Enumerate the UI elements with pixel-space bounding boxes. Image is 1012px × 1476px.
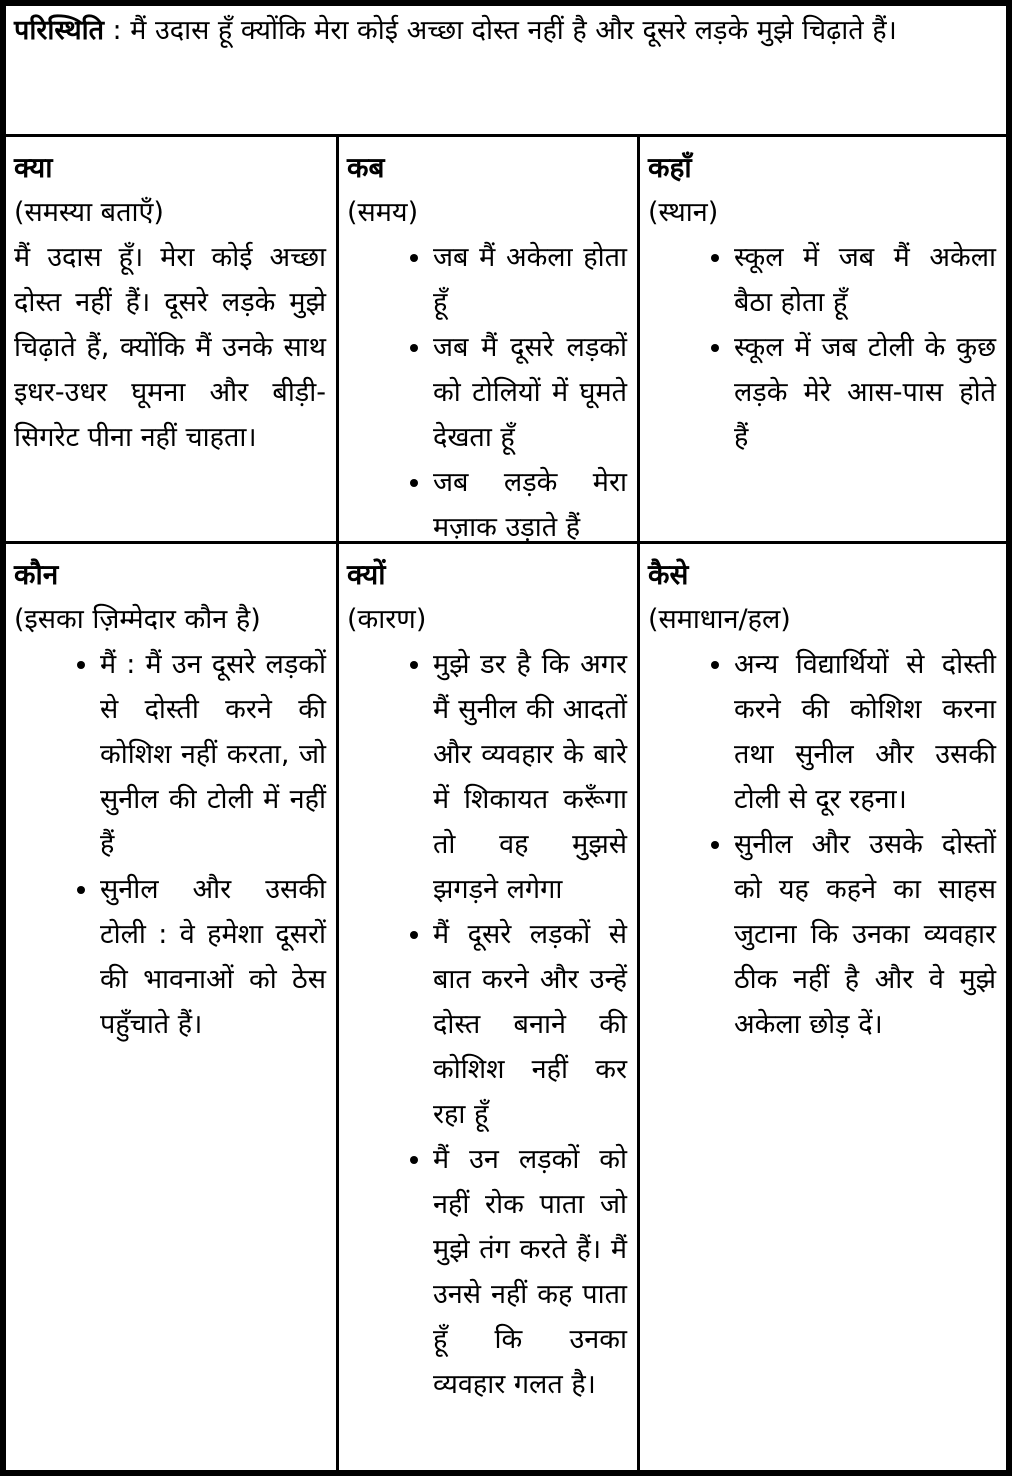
bullet-item: • जब लड़के मेरा मज़ाक उड़ाते हैं	[433, 460, 627, 544]
cell-where-subtitle: (स्थान)	[648, 197, 719, 228]
cell-when-subtitle: (समय)	[347, 197, 419, 228]
cell-how-title: कैसे	[648, 558, 689, 591]
cell-how-subtitle: (समाधान/हल)	[648, 604, 791, 635]
bullet-item: • मैं उन लड़कों को नहीं रोक पाता जो मुझे तंग करते हैं। मैं उनसे नहीं कह पाता हूँ कि उनका व्यवहार गलत है।	[433, 1137, 627, 1407]
cell-what-subtitle: (समस्या बताएँ)	[14, 197, 164, 228]
cell-where-title: कहाँ	[648, 151, 692, 184]
cell-when-title: कब	[347, 151, 385, 184]
bullet-item: • जब मैं दूसरे लड़कों को टोलियों में घूमते देखता हूँ	[433, 325, 627, 460]
bullet-item: • स्कूल में जब मैं अकेला बैठा होता हूँ	[734, 235, 996, 325]
situation-header-cell	[6, 6, 1006, 137]
situation-text: मैं उदास हूँ क्योंकि मेरा कोई अच्छा दोस्त नहीं है और दूसरे लड़के मुझे चिढ़ाते हैं।	[130, 15, 897, 46]
bullet-item: • मुझे डर है कि अगर मैं सुनील की आदतों और व्यवहार के बारे में शिकायत करूँगा तो वह मुझसे झगड़ने लगेगा	[433, 642, 627, 912]
cell-who-subtitle: (इसका ज़िम्मेदार कौन है)	[14, 604, 261, 635]
cell-why-title: क्यों	[347, 558, 386, 591]
cell-how	[640, 544, 1006, 1470]
cell-how-bullet-list	[648, 642, 996, 1047]
bullet-item: • जब मैं अकेला होता हूँ	[433, 235, 627, 325]
bullet-item: • सुनील और उसके दोस्तों को यह कहने का साहस जुटाना कि उनका व्यवहार ठीक नहीं है और वे मुझे अकेला छोड़ दें।	[734, 822, 996, 1047]
cell-where-bullet-list	[648, 235, 996, 460]
situation-paragraph	[14, 8, 996, 53]
cell-why-subtitle: (कारण)	[347, 604, 427, 635]
cell-where	[640, 137, 1006, 544]
cell-who	[6, 544, 339, 1470]
cell-what-title: क्या	[14, 151, 53, 184]
cell-when	[339, 137, 640, 544]
cell-who-title: कौन	[14, 558, 59, 591]
bullet-item: • स्कूल में जब टोली के कुछ लड़के मेरे आस-पास होते हैं	[734, 325, 996, 460]
six-question-grid	[6, 137, 1006, 1470]
bullet-item: • अन्य विद्यार्थियों से दोस्ती करने की कोशिश करना तथा सुनील और उसकी टोली से दूर रहना।	[734, 642, 996, 822]
cell-who-bullet-list	[14, 642, 326, 1047]
cell-why-bullet-list	[347, 642, 627, 1407]
cell-when-bullet-list	[347, 235, 627, 544]
situation-label: परिस्थिति	[14, 15, 104, 46]
situation-separator: :	[103, 15, 131, 46]
bullet-item: • सुनील और उसकी टोली : वे हमेशा दूसरों की भावनाओं को ठेस पहुँचाते हैं।	[100, 867, 326, 1047]
cell-why	[339, 544, 640, 1470]
bullet-item: • मैं : मैं उन दूसरे लड़कों से दोस्ती करने की कोशिश नहीं करता, जो सुनील की टोली में नहीं हैं	[100, 642, 326, 867]
cell-what	[6, 137, 339, 544]
cell-what-paragraph: मैं उदास हूँ। मेरा कोई अच्छा दोस्त नहीं हैं। दूसरे लड़के मुझे चिढ़ाते हैं, क्योंकि मैं उनके साथ इधर-उधर घूमना और बीड़ी-सिगरेट पीना नहीं चाहता।	[14, 242, 326, 453]
bullet-item: • मैं दूसरे लड़कों से बात करने और उन्हें दोस्त बनाने की कोशिश नहीं कर रहा हूँ	[433, 912, 627, 1137]
